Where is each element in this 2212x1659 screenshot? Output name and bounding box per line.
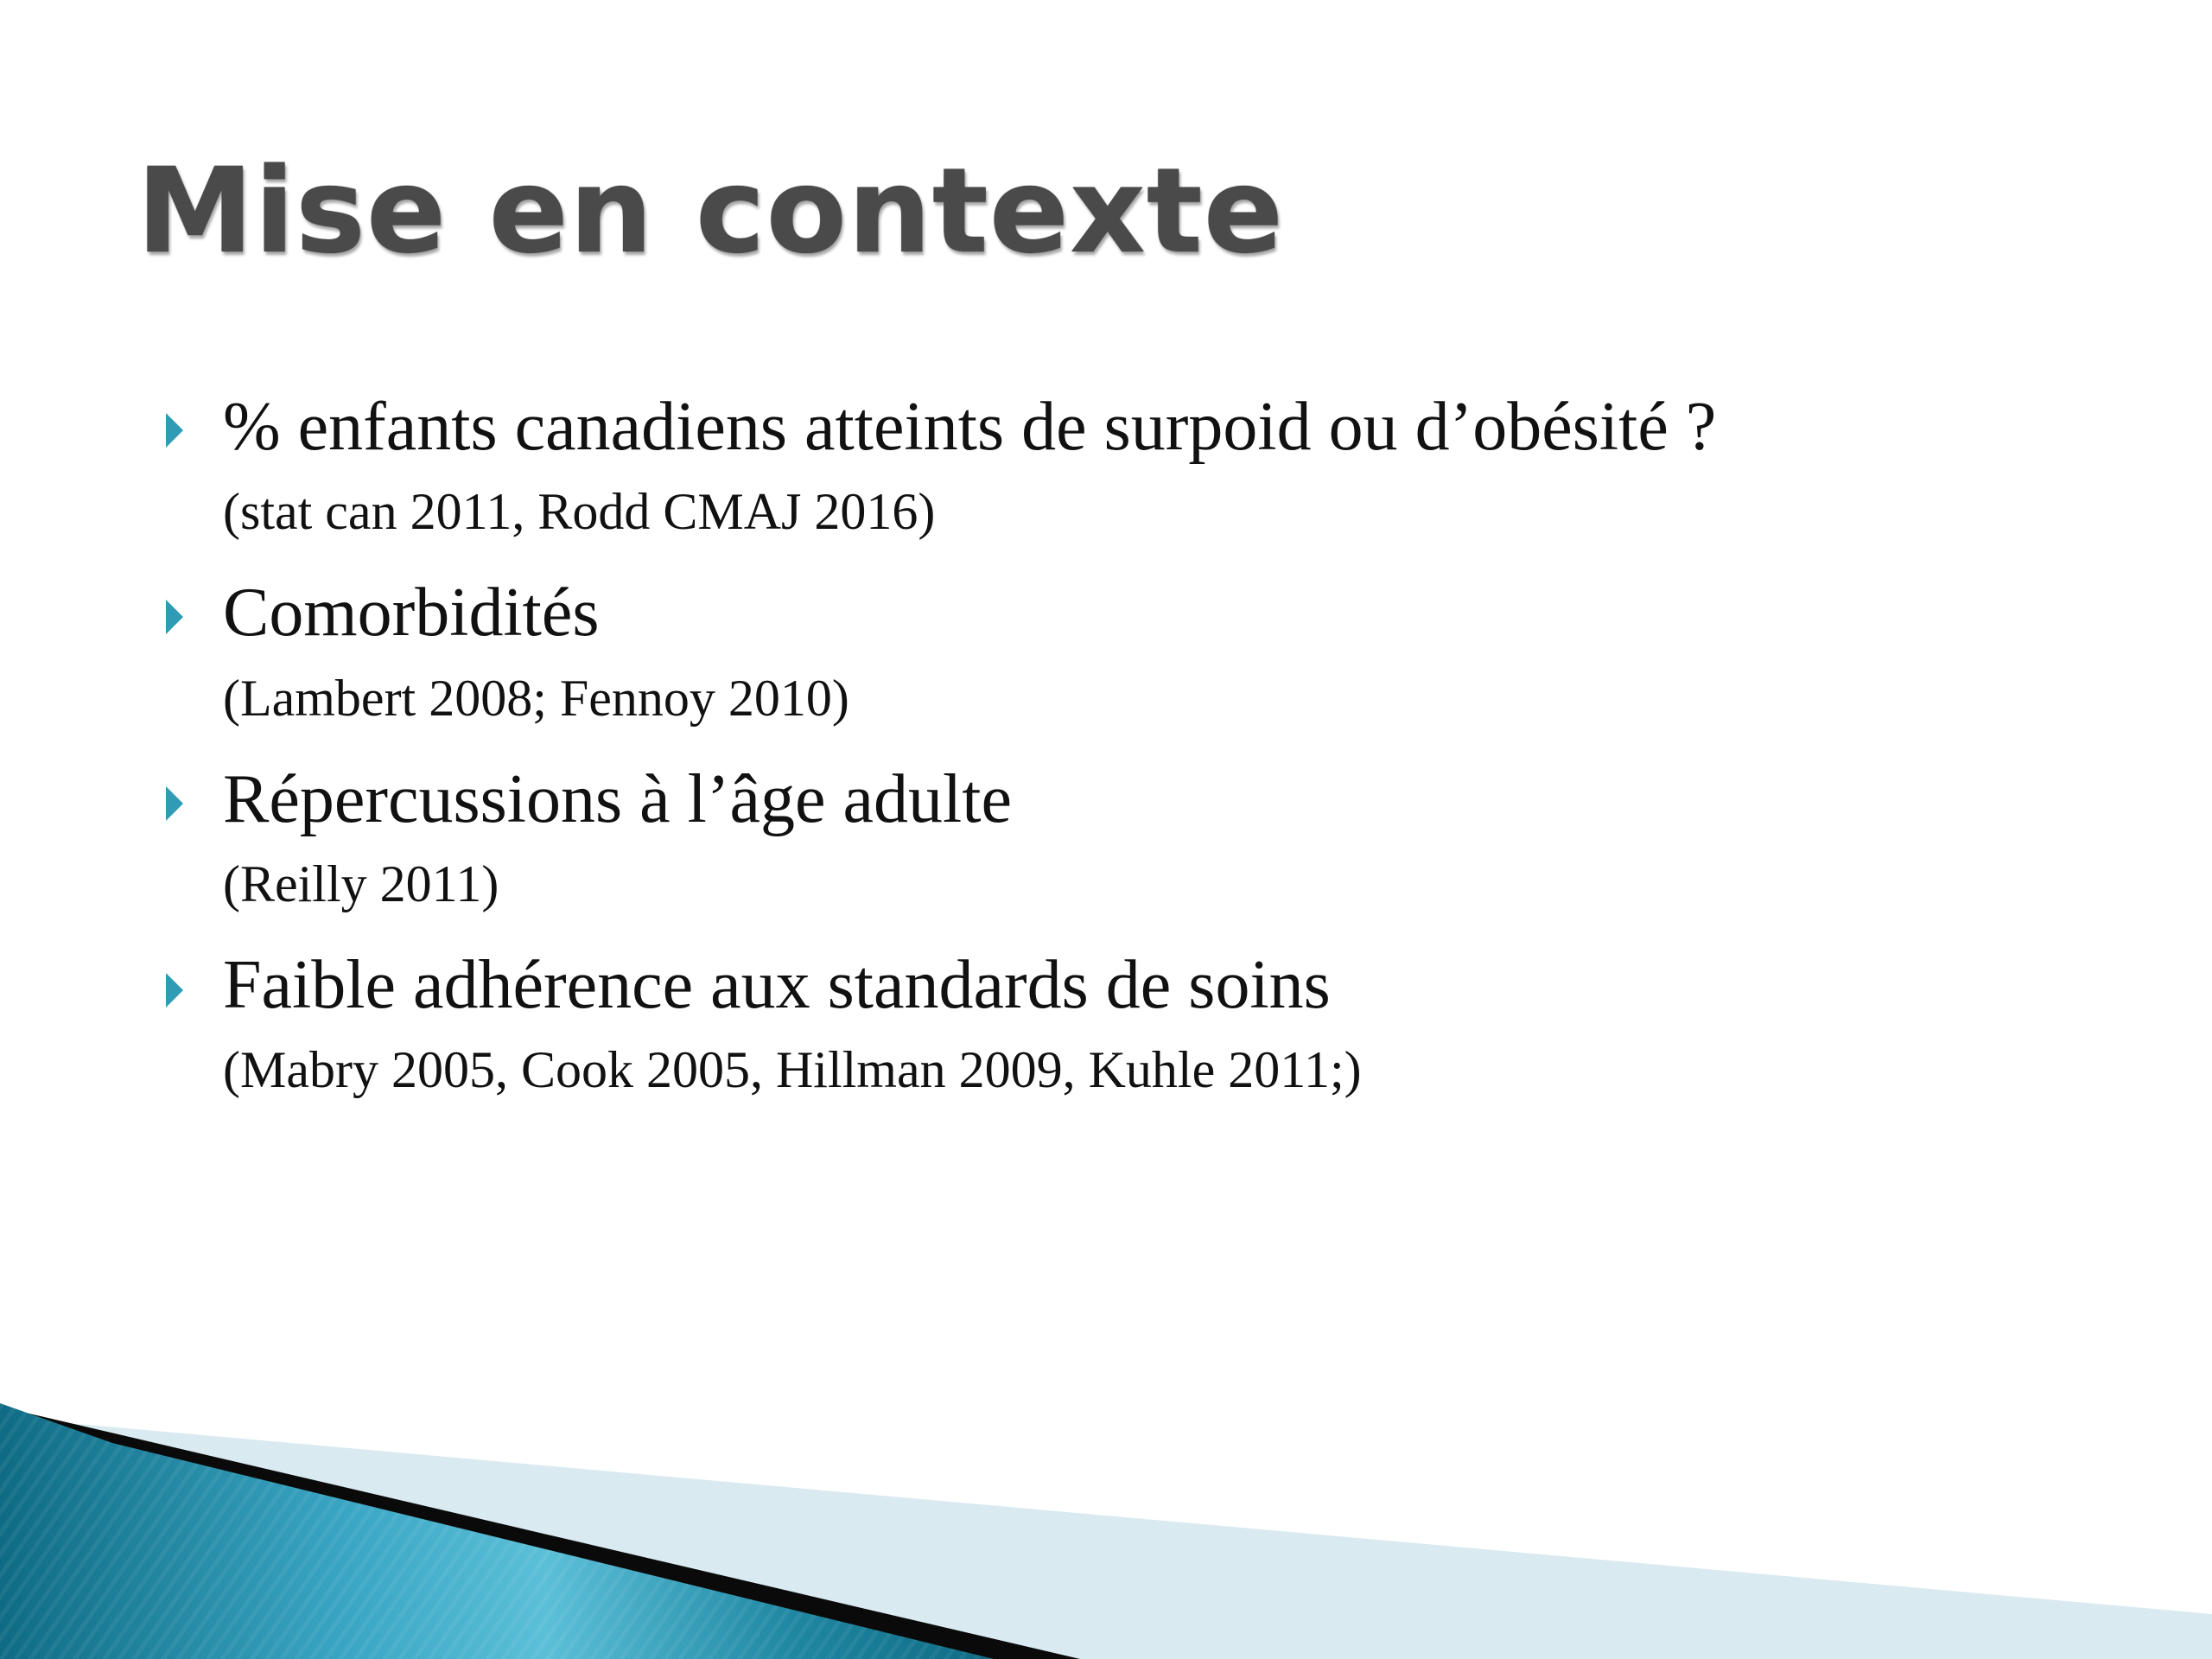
- slide-title: Mise en contexte: [137, 143, 1284, 280]
- bullet-text: % enfants canadiens atteints de surpoid ou d’obésité ?: [223, 389, 1717, 465]
- bullet-text: Répercussions à l’âge adulte: [223, 761, 1013, 837]
- triangle-right-icon: [166, 600, 183, 634]
- bullet-text: Faible adhérence aux standards de soins: [223, 947, 1331, 1023]
- triangle-right-icon: [166, 786, 183, 821]
- bullet-citation: (Lambert 2008; Fennoy 2010): [223, 670, 849, 727]
- bullet-citation: (stat can 2011, Rodd CMAJ 2016): [223, 483, 936, 540]
- triangle-right-icon: [166, 973, 183, 1007]
- decorative-corner-band: [0, 1382, 2212, 1659]
- bullet-text: Comorbidités: [223, 575, 600, 651]
- triangle-right-icon: [166, 413, 183, 448]
- bullet-citation: (Reilly 2011): [223, 855, 499, 912]
- bullet-citation: (Mabry 2005, Cook 2005, Hillman 2009, Kuhle 2011;): [223, 1041, 1362, 1098]
